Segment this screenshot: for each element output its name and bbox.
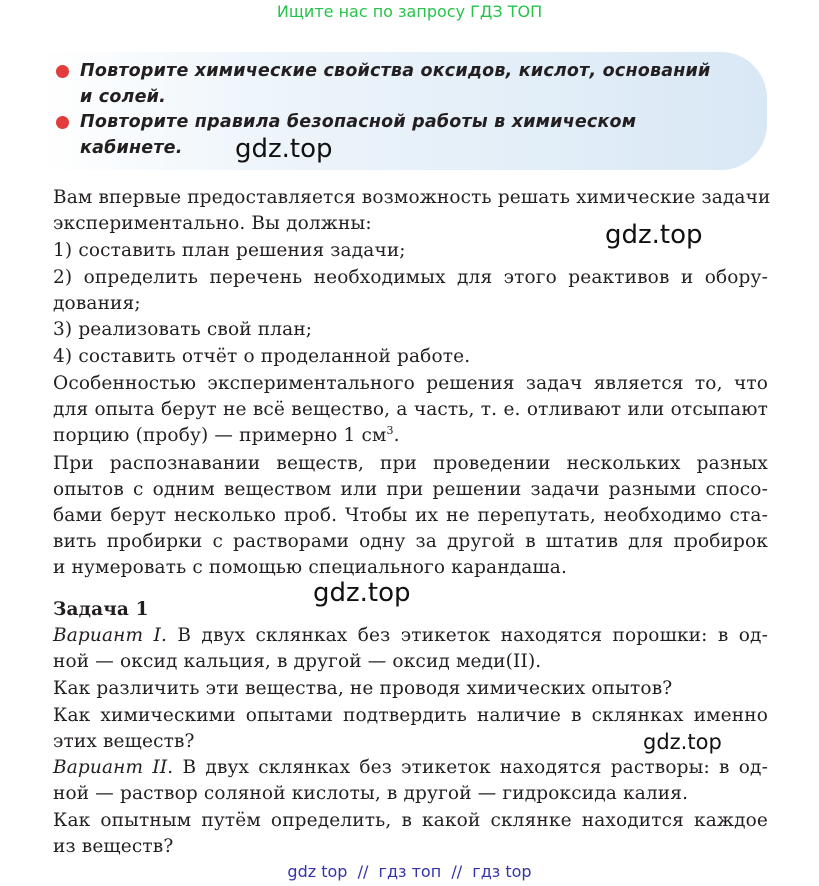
para3-line-4: вить пробирки с растворами одну за другой в штатив для пробирок — [53, 531, 768, 552]
question-2-line-1: Как химическими опытами подтвердить наличие в склянках именно — [53, 705, 768, 726]
reminder-item-1 — [80, 58, 720, 110]
intro-step-2a: 2) определить перечень необходимых для этого реактивов и обору- — [53, 267, 768, 288]
variant-2-line-1: Вариант II. В двух склянках без этикеток находятся растворы: в од- — [53, 757, 768, 778]
variant-1-line-2: ной — оксид кальция, в другой — оксид меди(II). — [53, 651, 542, 672]
para3-line-5: и нумеровать с помощью специального карандаша. — [53, 557, 567, 578]
watermark: gdz.top — [313, 578, 411, 608]
watermark: gdz.top — [643, 730, 722, 754]
para2-line-1: Особенностью экспериментального решения задач является то, что — [53, 373, 768, 394]
reminder-item-2 — [80, 109, 720, 161]
reminder-item-1-line2: и солей. — [80, 87, 166, 107]
para2-line-2: для опыта берут не всё вещество, а часть, т. е. отливают или отсыпают — [53, 399, 768, 420]
reminder-item-2-line1: Повторите правила безопасной работы в химическом — [80, 112, 637, 132]
variant-1-line-1: Вариант I. В двух склянках без этикеток находятся порошки: в од- — [53, 625, 768, 646]
para3-line-2: опытов с одним веществом или при решении задачи разными спосо- — [53, 479, 768, 500]
question-2-line-2: этих веществ? — [53, 731, 195, 752]
bullet-dot-icon — [56, 65, 69, 78]
intro-line-2: экспериментально. Вы должны: — [53, 213, 372, 234]
task-title: Задача 1 — [53, 599, 149, 620]
para2-line-3: порцию (пробу) — примерно 1 $см^3$. — [53, 423, 400, 446]
reminder-item-1-line1: Повторите химические свойства оксидов, кислот, оснований — [80, 61, 711, 81]
top-banner: Ищите нас по запросу ГДЗ ТОП — [276, 2, 543, 21]
intro-step-2b: дования; — [53, 293, 141, 314]
intro-line-1: Вам впервые предоставляется возможность решать химические задачи — [53, 187, 771, 208]
intro-step-1: 1) составить план решения задачи; — [53, 240, 406, 261]
question-1: Как различить эти вещества, не проводя химических опытов? — [53, 678, 673, 699]
variant-2-line-2: ной — раствор соляной кислоты, в другой — гидроксида калия. — [53, 783, 689, 804]
question-3-line-2: из веществ? — [53, 836, 174, 857]
para3-line-3: бами берут несколько проб. Чтобы их не перепутать, необходимо ста- — [53, 505, 768, 526]
reminder-item-2-line2: кабинете. — [80, 138, 183, 158]
intro-step-4: 4) составить отчёт о проделанной работе. — [53, 346, 471, 367]
footer-watermark: gdz top // гдз топ // гдз top — [287, 862, 532, 881]
question-3-line-1: Как опытным путём определить, в какой склянке находится каждое — [53, 810, 768, 831]
para3-line-1: При распознавании веществ, при проведении нескольких разных — [53, 453, 768, 474]
bullet-dot-icon — [56, 116, 69, 129]
watermark: gdz.top — [605, 220, 703, 250]
watermark: gdz.top — [235, 134, 333, 164]
intro-step-3: 3) реализовать свой план; — [53, 319, 313, 340]
